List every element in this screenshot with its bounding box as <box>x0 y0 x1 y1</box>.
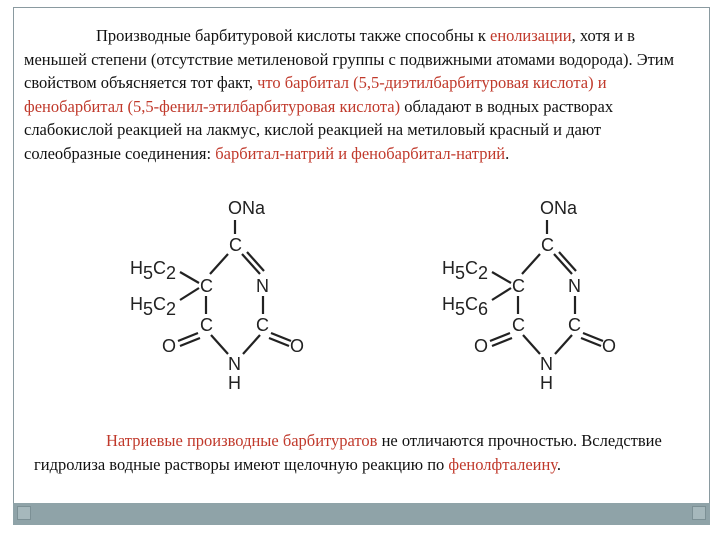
atom-o: O <box>602 336 617 356</box>
atom-n: N <box>568 276 581 296</box>
highlight-sodium-salts: барбитал-натрий и фенобарбитал-натрий <box>215 143 506 163</box>
atom-o: O <box>474 336 489 356</box>
atom-c: C <box>256 315 269 335</box>
bond-line <box>555 335 572 354</box>
atom-c: C <box>200 276 213 296</box>
text-segment: . <box>556 454 562 474</box>
formula-drawing <box>430 196 640 396</box>
highlight-barbital-phenobarbital: что барбитал (5,5-диэтилбарбитуровая кислота) и фенобарбитал (5,5-фенил-этилбарбитуровая кислота) <box>24 73 607 116</box>
bond-line <box>211 335 228 354</box>
atom-c: C <box>541 235 554 255</box>
footer-square <box>692 506 706 520</box>
footer-bar <box>13 503 710 525</box>
atom-h: H <box>540 373 553 393</box>
highlight-enolization: енолизации <box>490 26 572 45</box>
footer-square <box>17 506 31 520</box>
atom-o: O <box>162 336 177 356</box>
atom-c: C <box>512 315 525 335</box>
bond-line <box>522 254 540 274</box>
highlight-sodium-derivatives: Натриевые производные барбитуратов <box>106 431 378 450</box>
atom-n: N <box>540 354 553 374</box>
substituent-phenyl: H5C6 <box>442 294 489 319</box>
substituent-ethyl: H5C2 <box>442 258 489 283</box>
atom-o: O <box>290 336 305 356</box>
atom-ona: ONa <box>228 198 266 218</box>
text-segment: . <box>505 143 510 163</box>
atom-n: N <box>256 276 269 296</box>
formula-drawing <box>118 196 328 396</box>
bond-line <box>180 288 199 300</box>
atom-h: H <box>228 373 241 393</box>
bond-line <box>180 272 199 283</box>
structural-formula-phenobarbital-sodium <box>430 196 640 396</box>
text-segment: , хотя и в меньшей степени (отсутствие метиленовой группы с подвижными атомами водорода). Этим свойством объясняется тот факт, <box>24 26 675 92</box>
highlight-phenolphthalein: фенолфталеину <box>448 454 557 474</box>
atom-c: C <box>568 315 581 335</box>
paragraph-enolization <box>24 24 696 165</box>
atom-c: C <box>200 315 213 335</box>
atom-c: C <box>512 276 525 296</box>
bond-line <box>523 335 540 354</box>
text-segment: Производные барбитуровой кислоты также способны к <box>96 26 491 45</box>
text-segment: обладают в водных растворах слабокислой реакцией на лакмус, кислой реакцией на метиловый красный и дают солеобразные соединения: <box>24 96 614 163</box>
paragraph-hydrolysis <box>34 429 696 476</box>
bond-line <box>243 335 260 354</box>
substituent-ethyl: H5C2 <box>130 258 177 283</box>
bond-line <box>492 288 511 300</box>
atom-c: C <box>229 235 242 255</box>
substituent-ethyl: H5C2 <box>130 294 177 319</box>
bond-line <box>210 254 228 274</box>
atom-n: N <box>228 354 241 374</box>
text-segment: не отличаются прочностью. Вследствие гидролиза водные растворы имеют щелочную реакцию по <box>34 431 662 474</box>
bond-line <box>492 272 511 283</box>
structural-formula-barbital-sodium <box>118 196 328 396</box>
atom-ona: ONa <box>540 198 578 218</box>
